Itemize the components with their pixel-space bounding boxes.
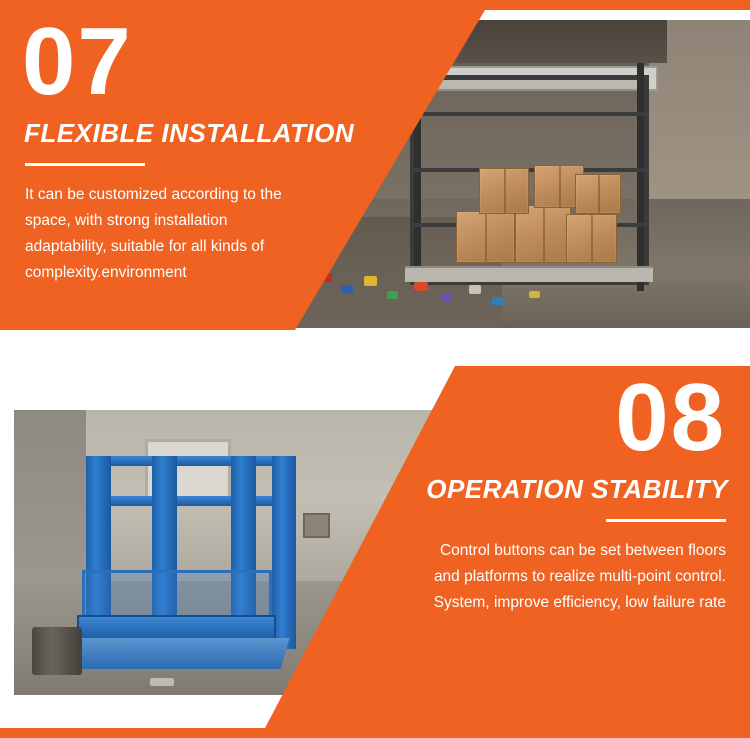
feature-07-divider (25, 163, 145, 166)
feature-08-body: Control buttons can be set between floors and platforms to realize multi-point control. System, improve efficiency, low failure rate (433, 542, 726, 612)
feature-07-title: FLEXIBLE INSTALLATION (24, 118, 355, 148)
feature-07-body: It can be customized according to the space, with strong installation adaptability, suitable for all kinds of complexity.environment (25, 186, 282, 282)
feature-section-08 (0, 366, 750, 738)
feature-08-divider (606, 519, 726, 522)
feature-08-title: OPERATION STABILITY (426, 474, 728, 504)
feature-08-number: 08 (615, 364, 726, 471)
feature-section-07 (0, 0, 750, 330)
feature-07-number: 07 (22, 8, 133, 115)
